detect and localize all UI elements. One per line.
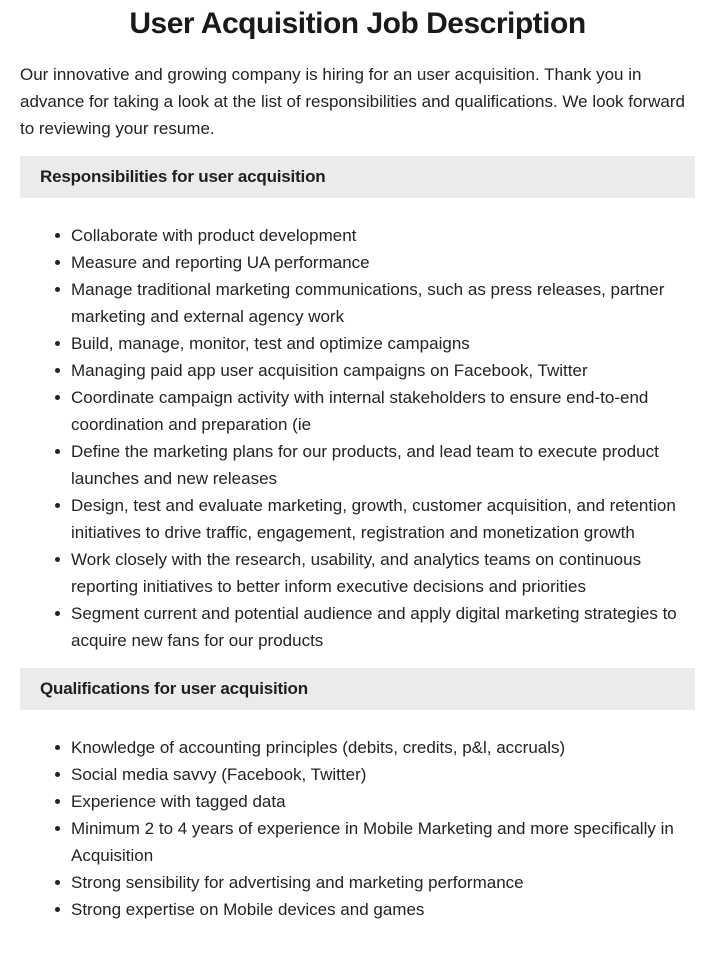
- list-item: Define the marketing plans for our products, and lead team to execute product launches and new releases: [71, 438, 695, 492]
- page-title: User Acquisition Job Description: [129, 7, 586, 40]
- list-item: Experience with tagged data: [71, 788, 695, 815]
- list-item: Social media savvy (Facebook, Twitter): [71, 761, 695, 788]
- list-item: Work closely with the research, usability, and analytics teams on continuous reporting initiatives to better inform executive decisions and priorities: [71, 546, 695, 600]
- list-item: Managing paid app user acquisition campaigns on Facebook, Twitter: [71, 357, 695, 384]
- list-item: Coordinate campaign activity with internal stakeholders to ensure end-to-end coordination and preparation (ie: [71, 384, 695, 438]
- list-item: Manage traditional marketing communications, such as press releases, partner marketing and external agency work: [71, 276, 695, 330]
- list-item: Knowledge of accounting principles (debits, credits, p&l, accruals): [71, 734, 695, 761]
- intro-paragraph: Our innovative and growing company is hiring for an user acquisition. Thank you in advance for taking a look at the list of responsibilities and qualifications. We look forward to reviewing your resume.: [20, 65, 685, 138]
- list-item: Segment current and potential audience and apply digital marketing strategies to acquire new fans for our products: [71, 600, 695, 654]
- list-item: Minimum 2 to 4 years of experience in Mobile Marketing and more specifically in Acquisition: [71, 815, 695, 869]
- responsibilities-heading: Responsibilities for user acquisition: [40, 167, 326, 186]
- list-item: Measure and reporting UA performance: [71, 249, 695, 276]
- list-item: Strong sensibility for advertising and marketing performance: [71, 869, 695, 896]
- section-header-responsibilities: [20, 156, 695, 198]
- section-header-qualifications: [20, 668, 695, 710]
- list-item: Collaborate with product development: [71, 222, 695, 249]
- list-item: Strong expertise on Mobile devices and games: [71, 896, 695, 923]
- list-item: Build, manage, monitor, test and optimize campaigns: [71, 330, 695, 357]
- qualifications-heading: Qualifications for user acquisition: [40, 679, 308, 698]
- responsibilities-list: [20, 222, 695, 654]
- qualifications-list: [20, 734, 695, 923]
- list-item: Design, test and evaluate marketing, growth, customer acquisition, and retention initiatives to drive traffic, engagement, registration and monetization growth: [71, 492, 695, 546]
